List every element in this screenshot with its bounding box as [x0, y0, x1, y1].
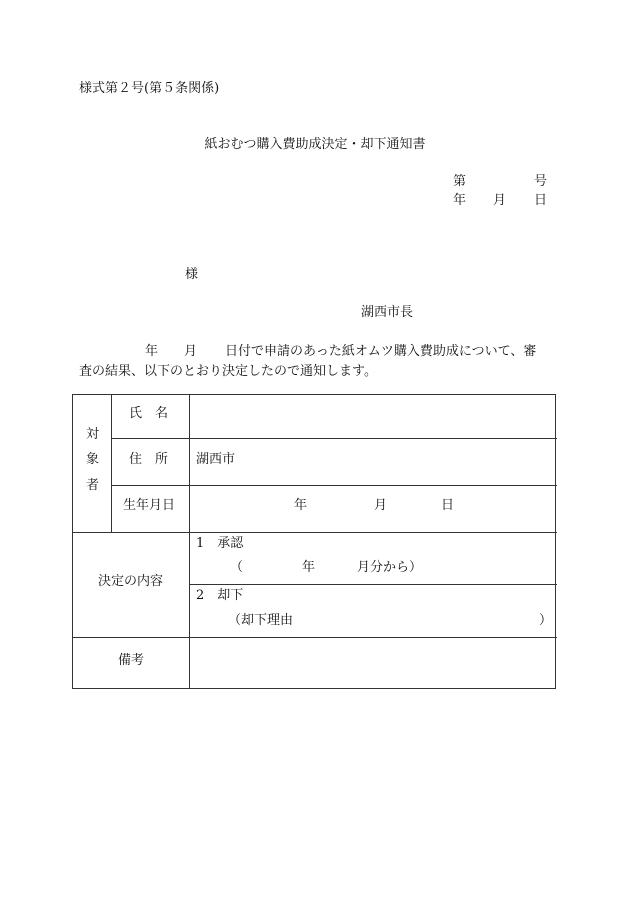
addressee-honorific: 様	[185, 267, 199, 282]
subject-label-char-2: 象	[86, 452, 100, 467]
approval-detail-open: （	[230, 560, 244, 575]
notice-body	[79, 342, 549, 382]
notice-table	[72, 394, 556, 689]
document-title: 紙おむつ購入費助成決定・却下通知書	[204, 137, 426, 152]
divider	[111, 395, 112, 532]
birth-year: 年	[294, 498, 308, 513]
number-suffix: 号	[534, 174, 548, 189]
date-day: 日	[534, 193, 548, 208]
body-line-2: 査の結果、以下のとおり決定したので通知します。	[79, 364, 377, 379]
birthdate-label: 生年月日	[123, 498, 176, 513]
body-line-1	[79, 342, 549, 362]
approval-detail-year: 年	[302, 560, 316, 575]
divider	[111, 438, 557, 439]
divider	[111, 485, 557, 486]
birth-month: 月	[374, 498, 388, 513]
body-line1-rest: 日付で申請のあった紙オムツ購入費助成について、審	[225, 344, 537, 359]
date-year: 年	[453, 193, 467, 208]
remarks-label: 備考	[118, 653, 145, 668]
sender-name: 湖西市長	[361, 305, 414, 320]
date-month: 月	[493, 193, 507, 208]
body-month: 月	[184, 344, 198, 359]
subject-label-char-3: 者	[86, 478, 100, 493]
remarks-field[interactable]	[190, 638, 556, 689]
rejection-reason-open: （却下理由	[228, 613, 294, 628]
subject-label-char-1: 対	[86, 427, 100, 442]
body-year: 年	[145, 344, 159, 359]
divider	[189, 584, 557, 585]
approval-detail-rest: 月分から）	[357, 560, 423, 575]
rejection-reason-close: ）	[539, 613, 553, 628]
birth-day: 日	[441, 498, 455, 513]
address-label: 住 所	[129, 452, 169, 467]
address-value[interactable]: 湖西市	[196, 452, 236, 467]
decision-label: 決定の内容	[98, 574, 164, 589]
approval-option[interactable]: 1 承認	[196, 536, 244, 551]
divider	[73, 532, 557, 533]
number-prefix: 第	[453, 174, 467, 189]
name-label: 氏 名	[129, 406, 169, 421]
name-field[interactable]	[190, 395, 556, 438]
rejection-option[interactable]: 2 却下	[196, 588, 244, 603]
form-number: 様式第２号(第５条関係)	[79, 81, 220, 96]
